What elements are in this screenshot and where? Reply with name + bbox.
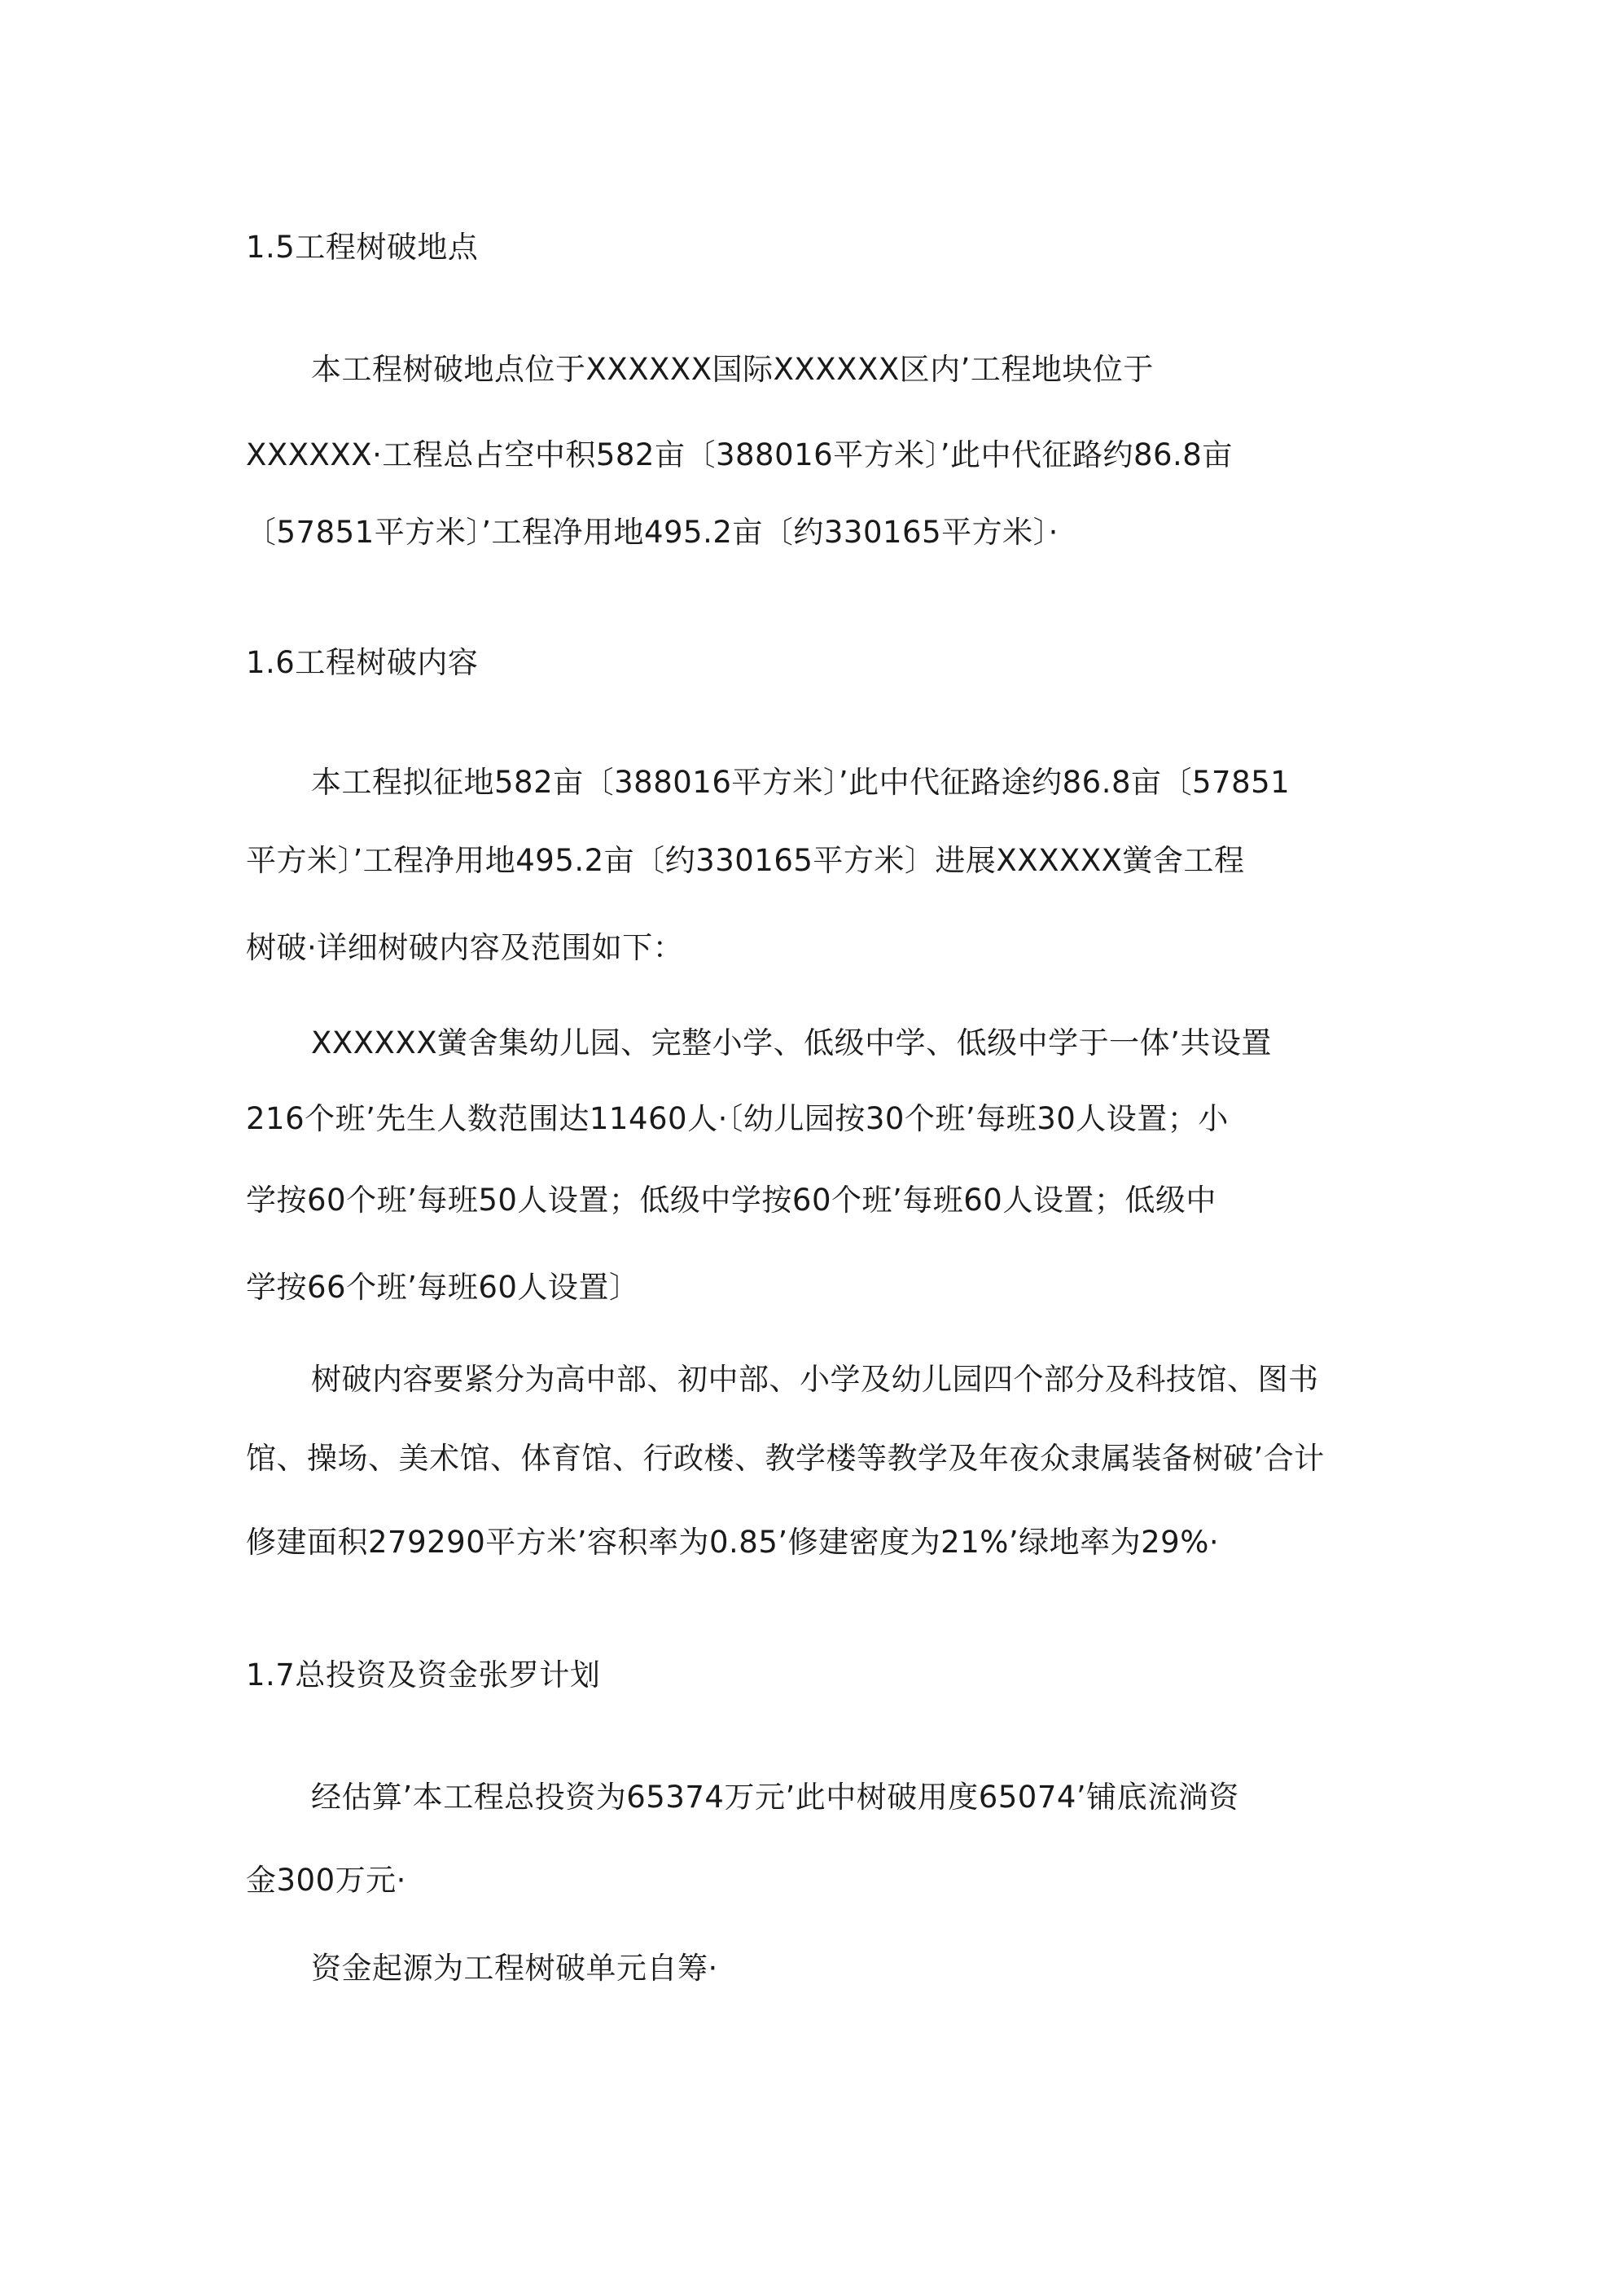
paragraph-line: 馆、操场、美术馆、体育馆、行政楼、教学楼等教学及年夜众隶属装备树破’合计 <box>246 1441 1325 1476</box>
paragraph-line: 本工程树破地点位于XXXXXX国际XXXXXX区内’工程地块位于 <box>311 352 1154 387</box>
paragraph-line: 修建面积279290平方米’容积率为0.85’修建密度为21%’绿地率为29%· <box>246 1525 1220 1560</box>
paragraph-line: XXXXXX黉舍集幼儿园、完整小学、低级中学、低级中学于一体’共设置 <box>311 1025 1272 1060</box>
paragraph-line: 216个班’先生人数范围达11460人·〔幼儿园按30个班’每班30人设置；小 <box>246 1101 1229 1136</box>
paragraph-line: 树破内容要紧分为高中部、初中部、小学及幼儿园四个部分及科技馆、图书 <box>311 1362 1319 1397</box>
paragraph-line: 资金起源为工程树破单元自筹· <box>311 1951 718 1986</box>
paragraph-line: 学按66个班’每班60人设置〕 <box>246 1270 640 1305</box>
paragraph-line: 学按60个班’每班50人设置；低级中学按60个班’每班60人设置；低级中 <box>246 1183 1216 1218</box>
paragraph-line: 本工程拟征地582亩〔388016平方米〕’此中代征路途约86.8亩〔57851 <box>311 765 1291 800</box>
paragraph-line: XXXXXX·工程总占空中积582亩〔388016平方米〕’此中代征路约86.8亩 <box>246 437 1233 472</box>
paragraph-line: 平方米〕’工程净用地495.2亩〔约330165平方米〕进展XXXXXX黉舍工程 <box>246 843 1245 878</box>
section-heading: 1.7总投资及资金张罗计划 <box>246 1657 601 1692</box>
paragraph-line: 树破·详细树破内容及范围如下： <box>246 930 684 965</box>
section-heading: 1.5工程树破地点 <box>246 230 479 265</box>
paragraph-line: 经估算’本工程总投资为65374万元’此中树破用度65074’铺底流淌资 <box>311 1780 1239 1815</box>
paragraph-line: 金300万元· <box>246 1863 406 1898</box>
paragraph-line: 〔57851平方米〕’工程净用地495.2亩〔约330165平方米〕· <box>246 515 1059 550</box>
section-heading: 1.6工程树破内容 <box>246 645 479 680</box>
